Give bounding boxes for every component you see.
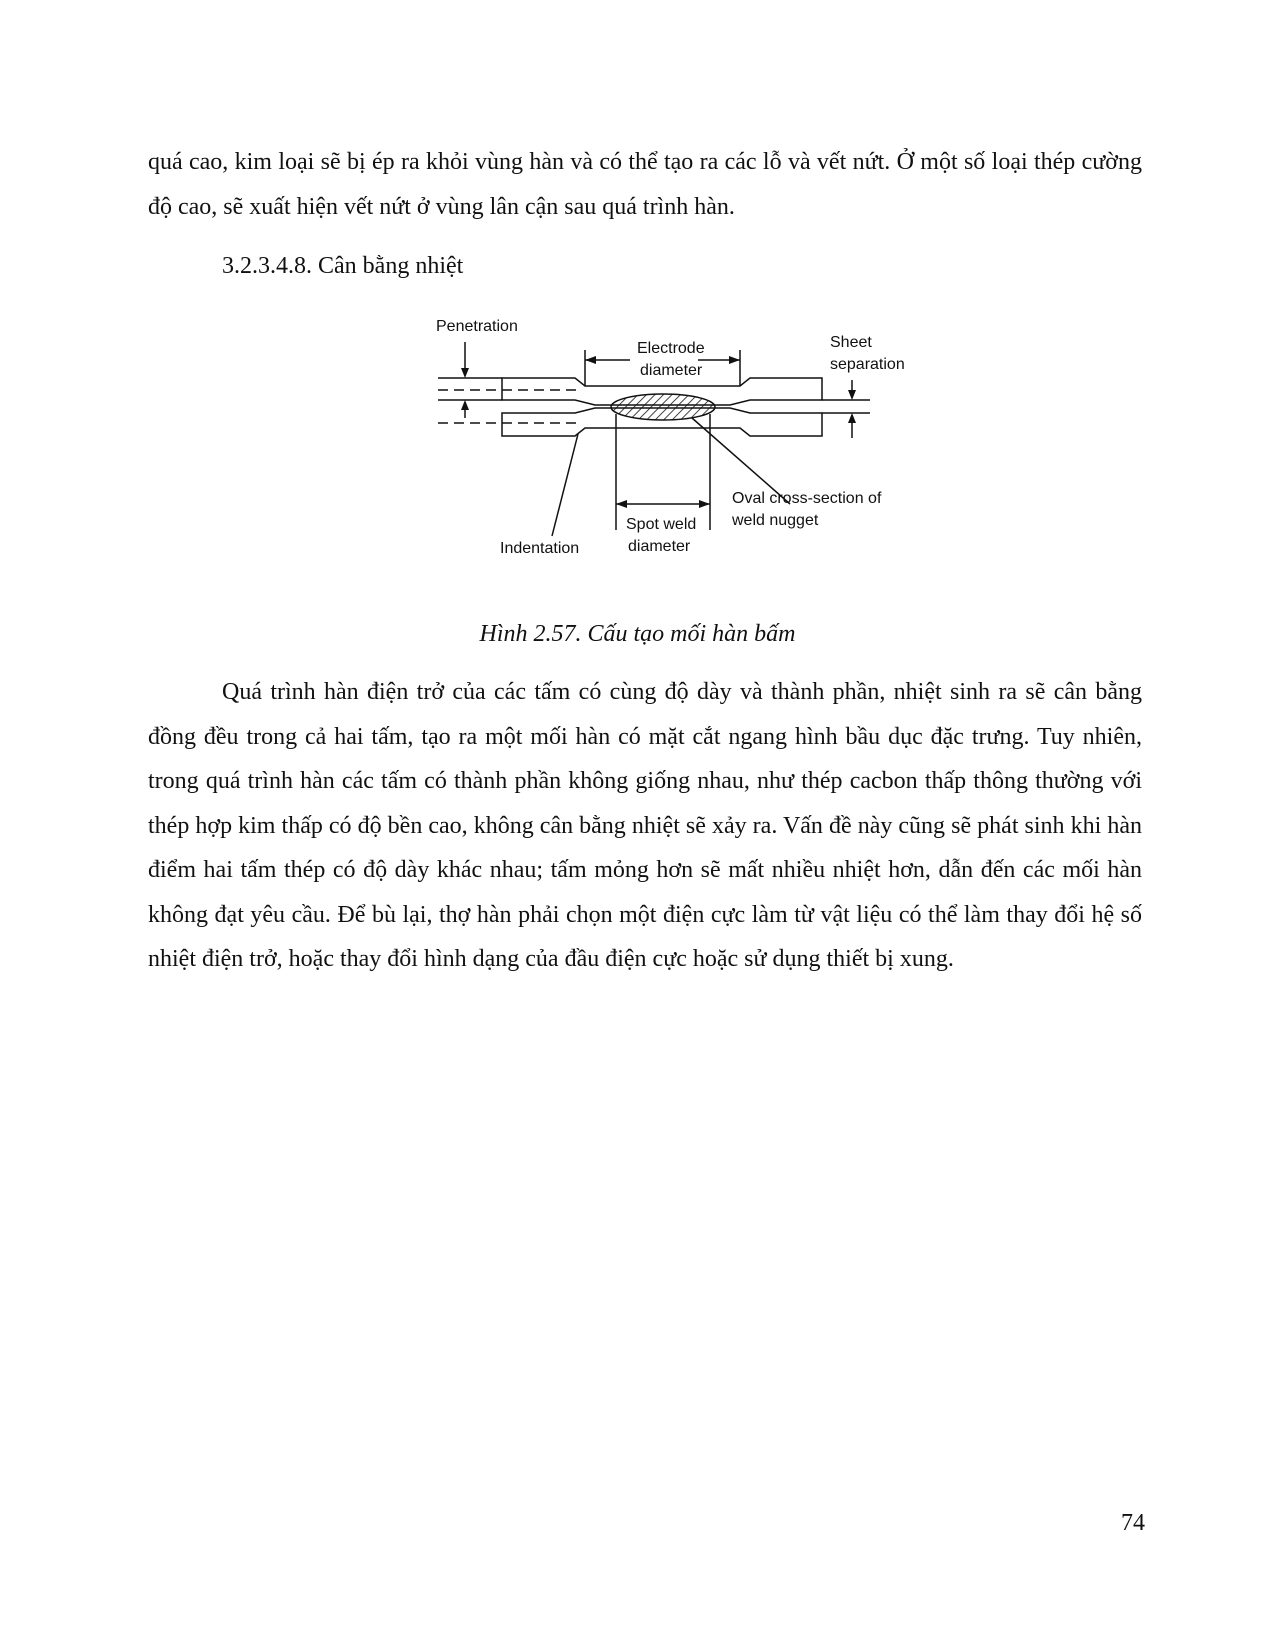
intro-paragraph [148, 140, 1142, 229]
separation-arrow-up [848, 413, 856, 423]
weld-nugget [611, 394, 715, 420]
label-electrode-2: diameter [640, 362, 703, 379]
label-oval-1: Oval cross-section of [732, 490, 882, 507]
label-sheet-2: separation [830, 356, 905, 373]
label-electrode-1: Electrode [637, 340, 705, 357]
label-sheet-1: Sheet [830, 334, 872, 351]
penetration-arrow-down [461, 368, 469, 378]
spot-weld-diagram [430, 318, 950, 582]
label-oval-2: weld nugget [732, 512, 819, 529]
spot-weld-arrow-right [699, 500, 710, 508]
body-paragraph: Quá trình hàn điện trở của các tấm có cùng độ dày và thành phần, nhiệt sinh ra sẽ cân bằng đồng đều trong cả hai tấm, tạo ra một mối hàn có mặt cắt ngang hình bầu dục đặc trưng. Tuy nhiên, trong quá trình hàn các tấm có thành phần không giống nhau, như thép cacbon thấp thông thường với thép hợp kim thấp có độ bền cao, không cân bằng nhiệt sẽ xảy ra. Vấn đề này cũng sẽ phát sinh khi hàn điểm hai tấm thép có độ dày khác nhau; tấm mỏng hơn sẽ mất nhiều nhiệt hơn, dẫn đến các mối hàn không đạt yêu cầu. Để bù lại, thợ hàn phải chọn một điện cực làm từ vật liệu có thể làm thay đổi hệ số nhiệt điện trở, hoặc thay đổi hình dạng của đầu điện cực hoặc sử dụng thiết bị xung. [148, 679, 1142, 972]
electrode-arrow-left [585, 356, 596, 364]
label-penetration: Penetration [436, 318, 518, 335]
electrode-arrow-right [729, 356, 740, 364]
figure-caption: Hình 2.57. Cấu tạo mối hàn bấm [479, 621, 796, 647]
separation-arrow-down [848, 390, 856, 400]
penetration-arrow-up [461, 400, 469, 410]
label-spot-weld-2: diameter [628, 538, 691, 555]
intro-text: quá cao, kim loại sẽ bị ép ra khỏi vùng hàn và có thể tạo ra các lỗ và vết nứt. Ở một số loại thép cường độ cao, sẽ xuất hiện vết nứt ở vùng lân cận sau quá trình hàn. [148, 149, 1142, 220]
spot-weld-arrow-left [616, 500, 627, 508]
label-indentation: Indentation [500, 540, 580, 557]
page-number: 74 [1121, 1510, 1145, 1536]
label-spot-weld-1: Spot weld [626, 516, 697, 533]
section-heading: 3.2.3.4.8. Cân bằng nhiệt [222, 253, 464, 279]
